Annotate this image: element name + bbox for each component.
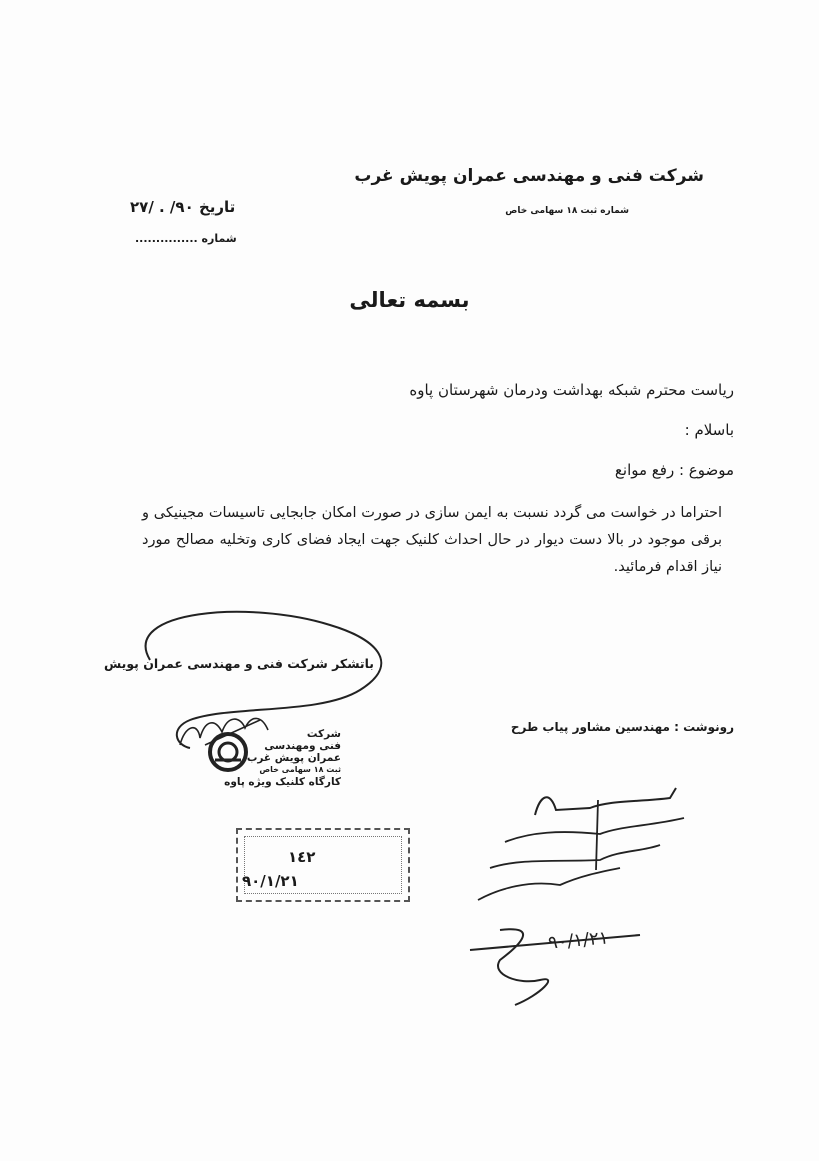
company-stamp-text <box>224 728 341 788</box>
stamp-line-5: کارگاه کلنیک ویژه پاوه <box>224 776 341 788</box>
addressee: ریاست محترم شبکه بهداشت ودرمان شهرستان پاوه <box>409 381 734 399</box>
handwritten-note-line-3 <box>490 845 660 868</box>
handwritten-note-line-4 <box>478 868 620 900</box>
letter-heading: بسمه تعالی <box>349 288 470 312</box>
stamp-line-2: فنی ومهندسی <box>264 740 341 752</box>
stamp-line-3: عمران پویش غرب <box>246 752 341 764</box>
handwritten-note-line-2 <box>505 800 684 870</box>
bottom-signature <box>470 929 640 1005</box>
letter-paragraph: احتراما در خواست می گردد نسبت به ایمن سازی در صورت امکان جابجایی تاسیسات مجینیکی و برقی موجود در بالا دست دیوار در حال احداث کلنیک جهت ایجاد فضای کاری وتخلیه مصالح مورد نیاز اقدام فرمائید. <box>142 505 722 575</box>
registration-number: شماره ثبت ۱۸ سهامی خاص <box>505 206 629 216</box>
stamp-line-4: ثبت ۱۸ سهامی خاص <box>259 765 341 774</box>
company-name: شرکت فنی و مهندسی عمران پویش غرب <box>354 166 704 186</box>
registry-stamp <box>236 828 410 902</box>
greeting: باسلام : <box>684 421 734 439</box>
date-field: تاریخ ۹۰/ . /۲۷ <box>130 198 236 216</box>
registry-number: ۱٤۲ <box>288 848 316 866</box>
stamp-line-1: شرکت <box>306 728 341 740</box>
carbon-copy-line: رونوشت : مهندسین مشاور پیاب طرح <box>510 720 734 734</box>
handwritten-note-line-1 <box>535 788 676 815</box>
subject-line: موضوع : رفع موانع <box>614 461 734 479</box>
number-field: شماره ............... <box>135 232 237 245</box>
handwritten-date: ۹۰/۱/۲۱ <box>547 927 610 954</box>
registry-date: ۹۰/۱/۲۱ <box>242 872 299 890</box>
closing-thanks: باتشکر شرکت فنی و مهندسی عمران پویش <box>103 656 374 671</box>
